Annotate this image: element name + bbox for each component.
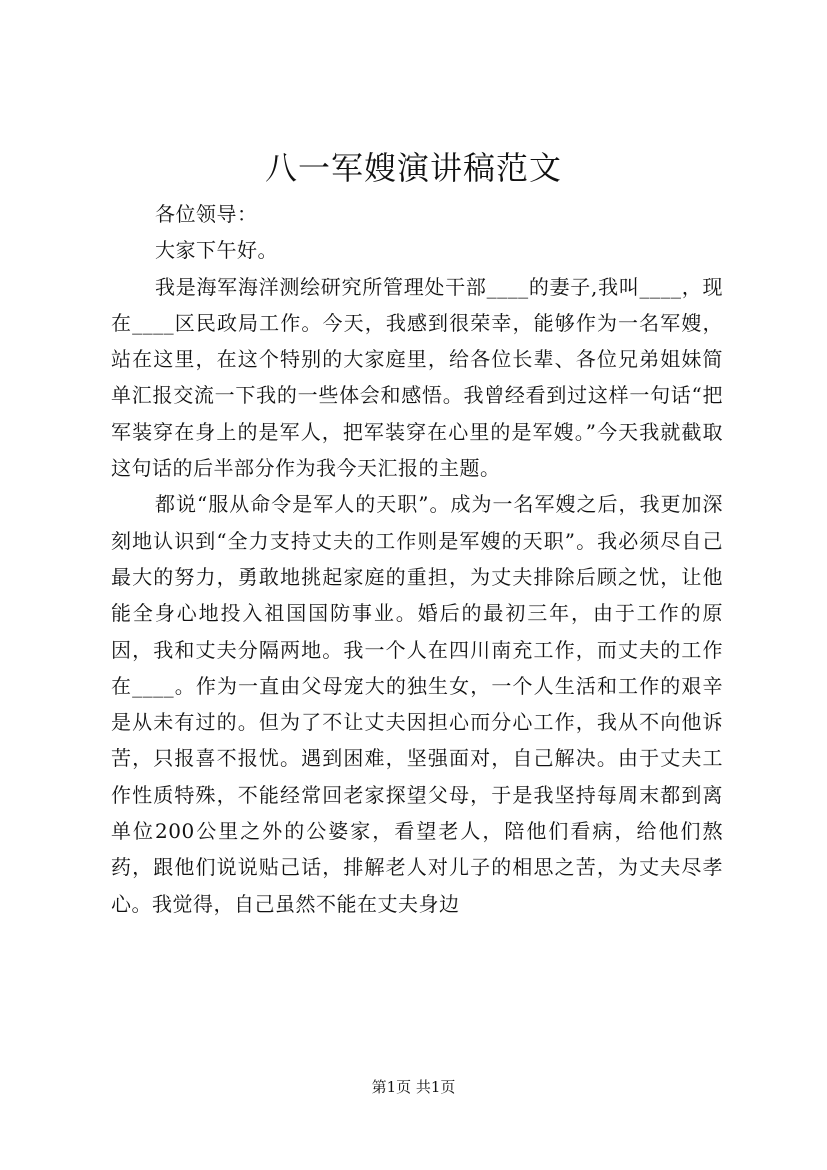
greeting-paragraph: 大家下午好。: [155, 238, 278, 263]
salutation-paragraph: 各位领导：: [155, 202, 258, 226]
document-title: 八一军嫂演讲稿范文: [264, 149, 562, 187]
body-paragraph: 都说“服从命令是军人的天职”。成为一名军嫂之后，我更加深刻地认识到“全力支持丈夫的工作则是军嫂的天职”。我必须尽自己最大的努力，勇敢地挑起家庭的重担，为丈夫排除后顾之忧，让他能全身心地投入祖国国防事业。婚后的最初三年，由于工作的原因，我和丈夫分隔两地。我一个人在四川南充工作，而丈夫的工作在____。作为一直由父母宠大的独生女，一个人生活和工作的艰辛是从未有过的。但为了不让丈夫因担心而分心工作，我从不向他诉苦，只报喜不报忧。遇到困难，坚强面对，自己解决。由于丈夫工作性质特殊，不能经常回老家探望父母，于是我坚持每周末都到离单位200公里之外的公婆家，看望老人，陪他们看病，给他们熬药，跟他们说说贴己话，排解老人对儿子的相思之苦，为丈夫尽孝心。我觉得，自己虽然不能在丈夫身边: [111, 492, 723, 916]
page-number-footer: 第1页 共1页: [371, 1078, 456, 1096]
introduction-paragraph: 我是海军海洋测绘研究所管理处干部____的妻子,我叫____，现在____区民政局工作。今天，我感到很荣幸，能够作为一名军嫂，站在这里，在这个特别的大家庭里，给各位长辈、各位兄弟姐妹简单汇报交流一下我的一些体会和感悟。我曾经看到过这样一句话“把军装穿在身上的是军人，把军装穿在心里的是军嫂。”今天我就截取这句话的后半部分作为我今天汇报的主题。: [111, 274, 723, 481]
document-body: [111, 196, 723, 922]
